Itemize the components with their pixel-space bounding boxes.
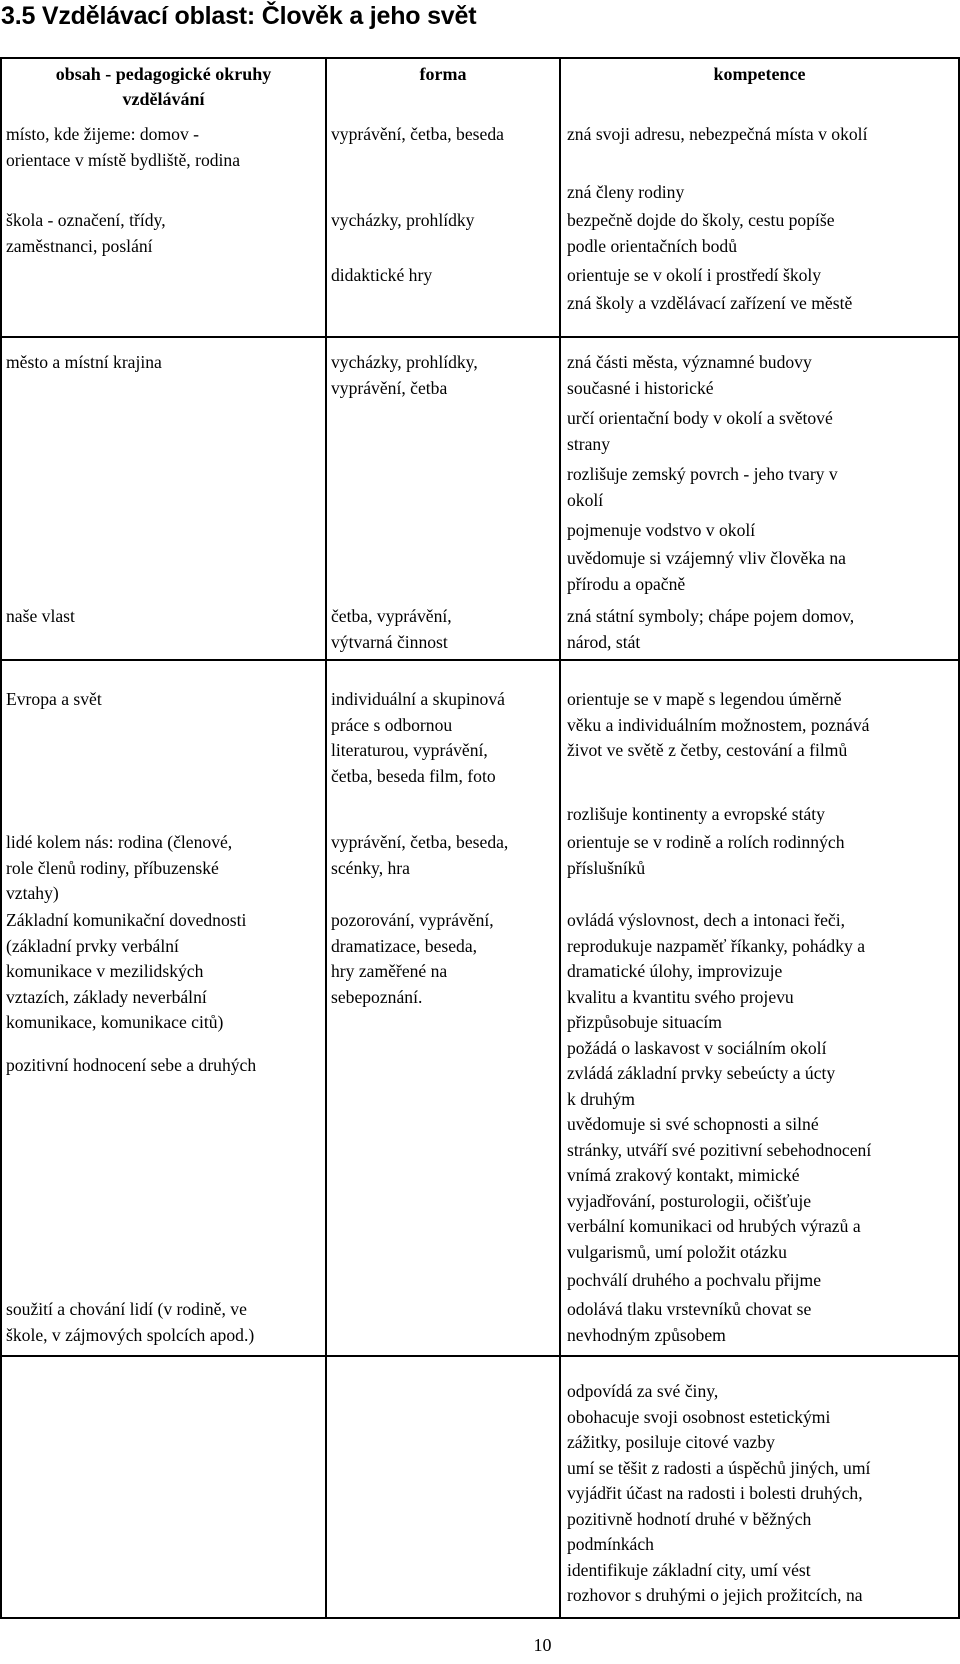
kompetence-cell: rozlišuje zemský povrch - jeho tvary v okolí: [567, 464, 838, 510]
table-border-top: [0, 57, 960, 59]
kompetence-cell: zná státní symboly; chápe pojem domov, národ, stát: [567, 606, 855, 652]
obsah-cell: Základní komunikační dovednosti (základní prvky verbální komunikace v mezilidských vztazích, základy neverbální komunikace, komunikace citů): [6, 910, 247, 1032]
obsah-cell: lidé kolem nás: rodina (členové, role členů rodiny, příbuzenské vztahy): [6, 832, 233, 903]
obsah-cell: Evropa a svět: [6, 689, 102, 709]
obsah-cell: škola - označení, třídy, zaměstnanci, poslání: [6, 210, 166, 256]
header-kompetence: kompetence: [713, 64, 806, 84]
obsah-cell: naše vlast: [6, 606, 75, 626]
kompetence-cell: určí orientační body v okolí a světové strany: [567, 408, 833, 454]
header-forma: forma: [419, 64, 467, 84]
kompetence-cell: pojmenuje vodstvo v okolí: [567, 520, 756, 540]
kompetence-cell: zná svoji adresu, nebezpečná místa v okolí: [567, 124, 868, 144]
row-separator: [0, 1355, 960, 1357]
obsah-cell: město a místní krajina: [6, 352, 162, 372]
forma-cell: vycházky, prohlídky, vyprávění, četba: [331, 352, 478, 398]
page-number: 10: [533, 1635, 552, 1655]
kompetence-cell: ovládá výslovnost, dech a intonaci řeči, reprodukuje nazpaměť říkanky, pohádky a dramatické úlohy, improvizuje kvalitu a kvantitu svého projevu přizpůsobuje situacím požádá o laskavost v sociálním okolí zvládá základní prvky sebeúcty a úcty k druhým uvědomuje si své schopnosti a silné stránky, utváří své pozitivní sebehodnocení vnímá zrakový kontakt, mimické vyjadřování, posturologii, očišťuje verbální komunikaci od hrubých výrazů a vulgarismů, umí položit otázku: [567, 910, 872, 1262]
row-separator: [0, 659, 960, 661]
forma-cell: četba, vyprávění, výtvarná činnost: [331, 606, 452, 652]
forma-cell: individuální a skupinová práce s odbornou literaturou, vyprávění, četba, beseda film, foto: [331, 689, 505, 786]
obsah-cell: místo, kde žijeme: domov - orientace v místě bydliště, rodina: [6, 124, 241, 170]
kompetence-cell: zná školy a vzdělávací zařízení ve městě: [567, 293, 853, 313]
column-divider-2: [559, 57, 561, 1619]
kompetence-cell: bezpečně dojde do školy, cestu popíše podle orientačních bodů: [567, 210, 835, 256]
kompetence-cell: zná členy rodiny: [567, 182, 685, 202]
table-border-bottom: [0, 1617, 960, 1619]
obsah-cell: soužití a chování lidí (v rodině, ve škole, v zájmových spolcích apod.): [6, 1299, 255, 1345]
header-obsah: obsah - pedagogické okruhy vzdělávání: [55, 64, 272, 109]
forma-cell: didaktické hry: [331, 265, 433, 285]
forma-cell: vyprávění, četba, beseda, scénky, hra: [331, 832, 509, 878]
kompetence-cell: orientuje se v rodině a rolích rodinných příslušníků: [567, 832, 845, 878]
page-heading: 3.5 Vzdělávací oblast: Člověk a jeho svět: [1, 2, 477, 30]
forma-cell: pozorování, vyprávění, dramatizace, beseda, hry zaměřené na sebepoznání.: [331, 910, 494, 1007]
kompetence-cell: odolává tlaku vrstevníků chovat se nevhodným způsobem: [567, 1299, 812, 1345]
kompetence-cell: odpovídá za své činy, obohacuje svoji osobnost estetickými zážitky, posiluje citové vazby umí se těšit z radosti a úspěchů jiných, umí vyjádřit účast na radosti i bolesti druhých, pozitivně hodnotí druhé v běžných podmínkách identifikuje základní city, umí vést rozhovor s druhými o jejich prožitcích, na: [567, 1381, 871, 1605]
kompetence-cell: orientuje se v mapě s legendou úměrně věku a individuálním možnostem, poznává život ve světě z četby, cestování a filmů: [567, 689, 870, 760]
curriculum-table: [0, 57, 960, 1619]
kompetence-cell: pochválí druhého a pochvalu přijme: [567, 1270, 822, 1290]
kompetence-cell: rozlišuje kontinenty a evropské státy: [567, 804, 825, 824]
forma-cell: vycházky, prohlídky: [331, 210, 475, 230]
forma-cell: vyprávění, četba, beseda: [331, 124, 504, 144]
obsah-cell: pozitivní hodnocení sebe a druhých: [6, 1055, 257, 1075]
row-separator: [0, 336, 960, 338]
column-divider-1: [325, 57, 327, 1619]
table-border-left: [0, 57, 2, 1619]
kompetence-cell: orientuje se v okolí i prostředí školy: [567, 265, 822, 285]
kompetence-cell: zná části města, významné budovy současné i historické: [567, 352, 812, 398]
kompetence-cell: uvědomuje si vzájemný vliv člověka na přírodu a opačně: [567, 548, 846, 594]
